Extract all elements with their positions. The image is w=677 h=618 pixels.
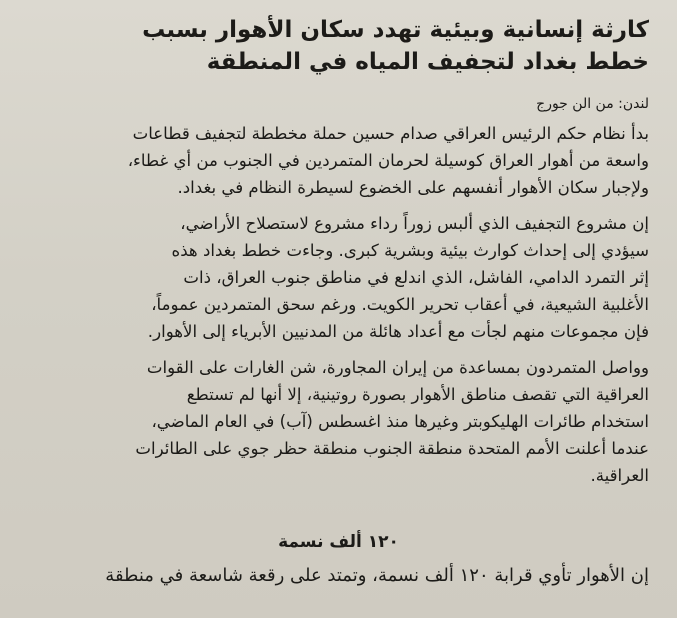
subheading: ١٢٠ ألف نسمة: [278, 532, 399, 552]
paragraph-spacer: [29, 346, 649, 354]
paragraph-2-line-1: إن مشروع التجفيف الذي ألبس زوراً رداء مشروع لاستصلاح الأراضي،: [180, 213, 649, 233]
headline-line-1: كارثة إنسانية وبيئية تهدد سكان الأهوار بسبب: [142, 17, 649, 43]
paragraph-3-line-1: وواصل المتمردون بمساعدة من إيران المجاورة، شن الغارات على القوات: [146, 357, 649, 377]
paragraph-1: [29, 120, 649, 202]
paragraph-1-line-2: واسعة من أهوار العراق كوسيلة لحرمان المتمردين في الجنوب من أي غطاء،: [127, 151, 649, 171]
paragraph-2: [29, 210, 649, 346]
paragraph-2-line-2: سيؤدي إلى إحداث كوارث بيئية وبشرية كبرى. وجاءت خطط بغداد هذه: [171, 240, 649, 260]
paragraph-1-line-1: بدأ نظام حكم الرئيس العراقي صدام حسين حملة مخططة لتجفيف قطاعات: [132, 124, 649, 143]
paragraph-3-line-2: العراقية التي تقصف مناطق الأهوار بصورة روتينية، إلا أنها لم تستطع: [186, 384, 649, 404]
paragraph-3-line-3: استخدام طائرات الهليكوبتر وغيرها منذ اغسطس (آب) في العام الماضي،: [151, 411, 649, 431]
article-body: [29, 120, 649, 489]
paragraph-2-line-3: إثر التمرد الدامي، الفاشل، الذي اندلع في مناطق جنوب العراق، ذات: [183, 267, 649, 287]
paragraph-1-line-3: ولإجبار سكان الأهوار أنفسهم على الخضوع لسيطرة النظام في بغداد.: [177, 178, 649, 198]
paragraph-3: [29, 354, 649, 490]
headline: [49, 14, 649, 78]
paragraph-3-line-5: العراقية.: [590, 466, 649, 486]
paragraph-2-line-4: الأغلبية الشيعية، في أعقاب تحرير الكويت. ورغم سحق المتمردين عموماً،: [151, 295, 649, 315]
paragraph-3-line-4: عندما أعلنت الأمم المتحدة منطقة الجنوب منطقة حظر جوي على الطائرات: [135, 439, 649, 459]
paragraph-2-line-5: فإن مجموعات منهم لجأت مع أعداد هائلة من المدنيين الأبرياء إلى الأهوار.: [147, 322, 649, 342]
headline-line-2: خطط بغداد لتجفيف المياه في المنطقة: [206, 49, 649, 75]
byline: لندن: من الن جورج: [536, 96, 649, 112]
paragraph-spacer: [29, 202, 649, 210]
closing-line: إن الأهوار تأوي قرابة ١٢٠ ألف نسمة، وتمتد على رقعة شاسعة في منطقة: [105, 565, 649, 586]
